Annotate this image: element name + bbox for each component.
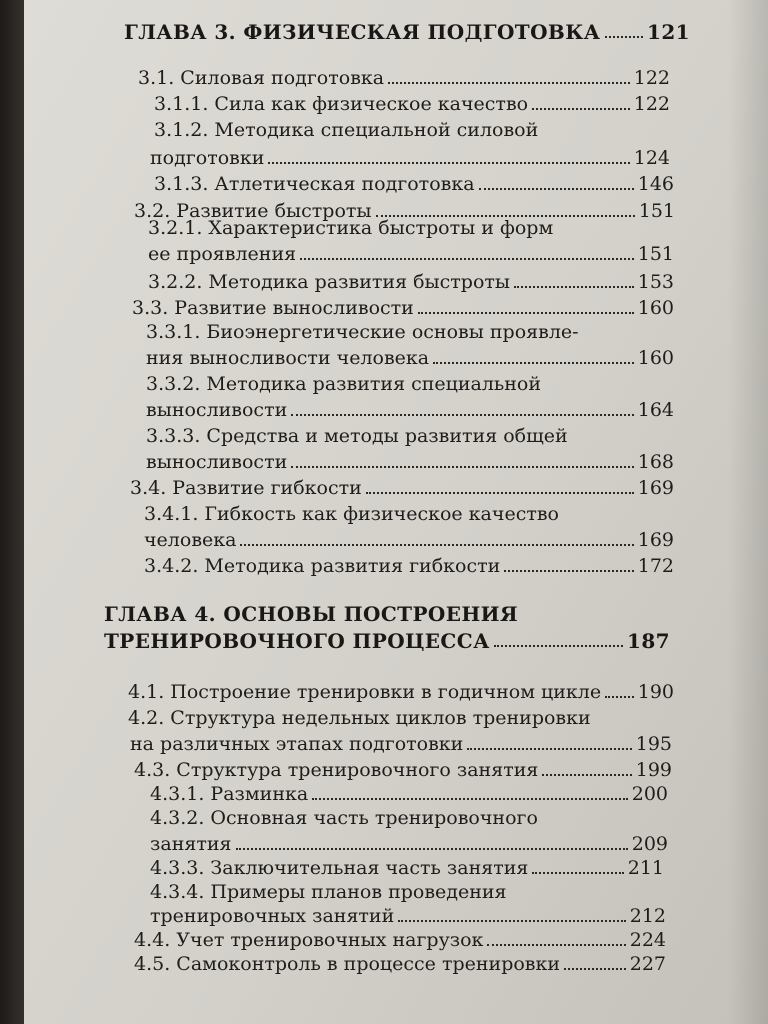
page-number: 187 <box>627 629 670 653</box>
leader-dots <box>479 187 634 190</box>
page-number: 146 <box>637 173 674 195</box>
page-number: 168 <box>637 451 674 473</box>
toc-entry: 3.1.3. Атлетическая подготовка 146 <box>154 173 674 195</box>
toc-entry: человека 169 <box>144 529 674 551</box>
leader-dots <box>291 465 633 468</box>
toc-entry: 4.1. Построение тренировки в годичном цикле 190 <box>128 681 674 703</box>
leader-dots <box>300 257 634 260</box>
toc-entry: тренировочных занятий 212 <box>150 905 666 927</box>
page-number: 199 <box>635 759 672 781</box>
toc-entry: 4.3.2. Основная часть тренировочного <box>150 807 538 829</box>
toc-entry: 3.1. Силовая подготовка 122 <box>138 67 670 89</box>
page-number: 200 <box>631 783 668 805</box>
leader-dots <box>605 695 634 698</box>
page-number: 211 <box>627 857 664 879</box>
leader-dots <box>398 919 625 922</box>
book-spine-edge <box>0 0 24 1024</box>
leader-dots <box>291 413 633 416</box>
chapter-3-heading: ГЛАВА 3. ФИЗИЧЕСКАЯ ПОДГОТОВКА 121 <box>124 20 690 44</box>
page-number: 122 <box>633 93 670 115</box>
leader-dots <box>433 361 634 364</box>
toc-entry: 3.3.3. Средства и методы развития общей <box>146 425 568 447</box>
toc-entry: 4.4. Учет тренировочных нагрузок 224 <box>134 929 666 951</box>
leader-dots <box>240 543 633 546</box>
toc-entry: ния выносливости человека 160 <box>146 347 674 369</box>
leader-dots <box>532 107 630 110</box>
leader-dots <box>494 644 623 647</box>
toc-entry: 3.3.1. Биоэнергетические основы проявле- <box>146 321 579 343</box>
book-page <box>24 0 768 1024</box>
page-number: 169 <box>637 477 674 499</box>
page-number: 160 <box>637 347 674 369</box>
leader-dots <box>366 491 634 494</box>
leader-dots <box>467 747 631 750</box>
page-number: 164 <box>637 399 674 421</box>
page-number: 172 <box>637 555 674 577</box>
leader-dots <box>504 569 633 572</box>
toc-entry: 4.2. Структура недельных циклов тренировки <box>128 707 591 729</box>
toc-entry: 4.3.1. Разминка 200 <box>150 783 668 805</box>
page-number: 224 <box>629 929 666 951</box>
leader-dots <box>605 35 644 38</box>
toc-entry: 3.2. Развитие быстроты 151 <box>134 200 675 222</box>
leader-dots <box>487 943 625 946</box>
leader-dots <box>514 285 634 288</box>
toc-entry: 3.4. Развитие гибкости 169 <box>130 477 674 499</box>
toc-entry: выносливости 164 <box>146 399 674 421</box>
page-number: 190 <box>637 681 674 703</box>
leader-dots <box>236 847 628 850</box>
toc-entry: 3.1.1. Сила как физическое качество 122 <box>154 93 670 115</box>
page-number: 121 <box>647 20 690 44</box>
toc-entry: ее проявления 151 <box>148 243 674 265</box>
chapter-4-heading: ГЛАВА 4. ОСНОВЫ ПОСТРОЕНИЯ <box>104 602 518 626</box>
leader-dots <box>542 773 631 776</box>
toc-entry: 3.3. Развитие выносливости 160 <box>132 297 674 319</box>
page-number: 169 <box>637 529 674 551</box>
toc-entry: 4.3.4. Примеры планов проведения <box>150 881 507 903</box>
page-number: 227 <box>629 953 666 975</box>
page-number: 151 <box>638 200 675 222</box>
leader-dots <box>388 81 630 84</box>
leader-dots <box>564 967 626 970</box>
page-number: 151 <box>637 243 674 265</box>
page-number: 124 <box>633 147 670 169</box>
toc-entry: 3.1.2. Методика специальной силовой <box>154 119 539 141</box>
toc-entry: выносливости 168 <box>146 451 674 473</box>
toc-entry: 3.2.2. Методика развития быстроты 153 <box>148 271 674 293</box>
toc-entry: 4.5. Самоконтроль в процессе тренировки 227 <box>134 953 666 975</box>
leader-dots <box>532 871 623 874</box>
leader-dots <box>312 797 628 800</box>
chapter-4-heading-cont: ТРЕНИРОВОЧНОГО ПРОЦЕССА 187 <box>104 629 670 653</box>
page-number: 160 <box>637 297 674 319</box>
leader-dots <box>268 161 629 164</box>
toc-entry: 3.2.1. Характеристика быстроты и форм <box>148 217 554 239</box>
page-number: 195 <box>635 733 672 755</box>
page-number: 153 <box>637 271 674 293</box>
page-number: 209 <box>631 833 668 855</box>
toc-entry: 3.4.1. Гибкость как физическое качество <box>144 503 559 525</box>
toc-entry: 3.4.2. Методика развития гибкости 172 <box>144 555 674 577</box>
toc-entry: на различных этапах подготовки 195 <box>130 733 672 755</box>
toc-entry: 4.3. Структура тренировочного занятия 199 <box>134 759 672 781</box>
toc-entry: 4.3.3. Заключительная часть занятия 211 <box>150 857 664 879</box>
toc-entry: 3.3.2. Методика развития специальной <box>146 373 542 395</box>
page-number: 122 <box>633 67 670 89</box>
leader-dots <box>418 311 634 314</box>
toc-entry: занятия 209 <box>150 833 668 855</box>
toc-entry: подготовки 124 <box>150 147 670 169</box>
page-number: 212 <box>629 905 666 927</box>
